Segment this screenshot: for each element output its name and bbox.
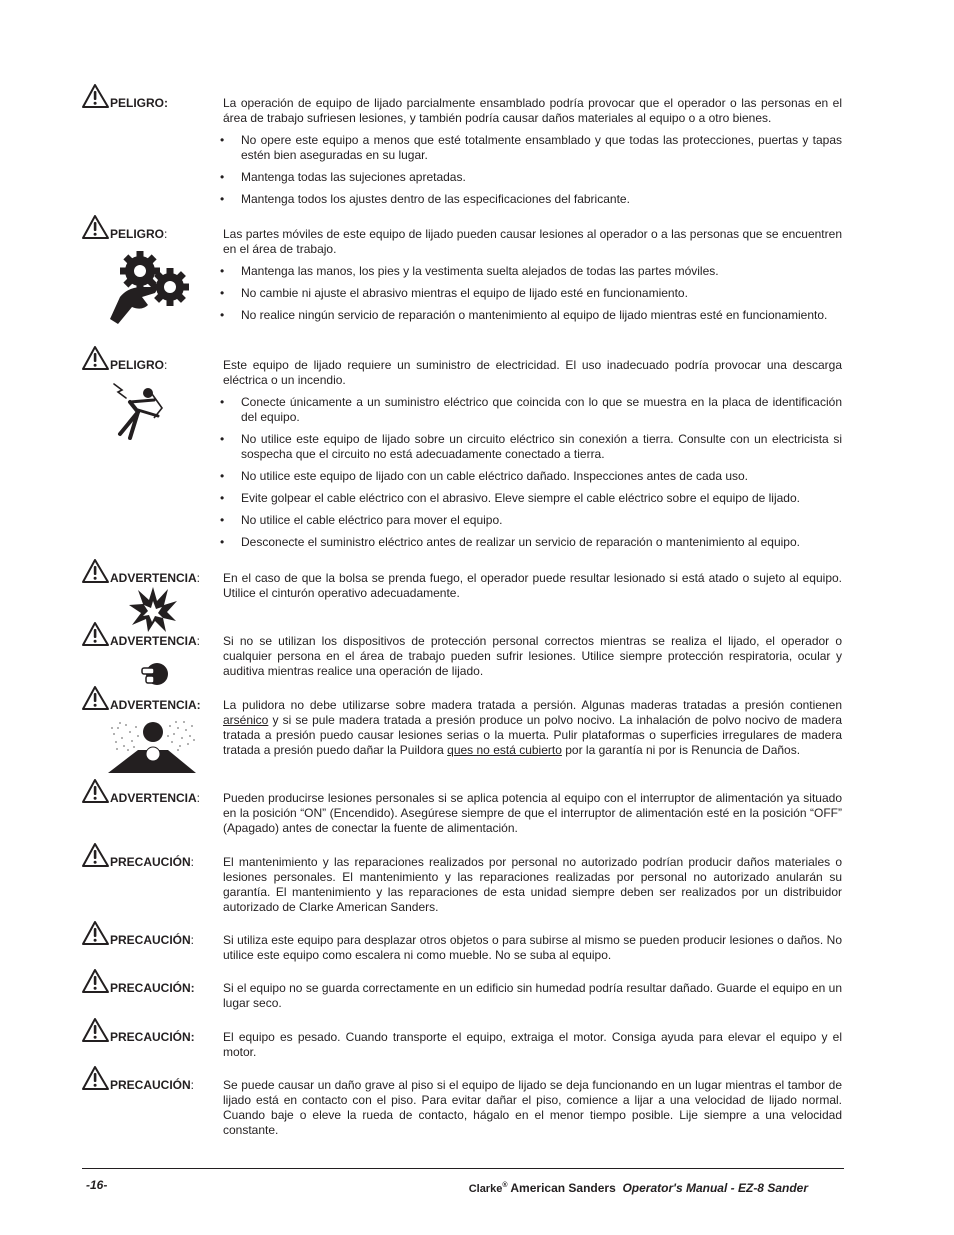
hazard-label-text: PRECAUCIÓN:: [110, 981, 195, 995]
hazard-label-text: PELIGRO:: [110, 96, 169, 110]
underlined-term: ques no está cubierto: [447, 743, 562, 757]
section-body: [223, 571, 842, 601]
section-text: En el caso de que la bolsa se prenda fuego, el operador puede resultar lesionado si está atado o sujeto al equipo. Utilice el cinturón operativo adecuadamente.: [223, 571, 842, 600]
list-item: • No opere este equipo a menos que esté totalmente ensamblado y que todas las protecciones, puertas y tapas estén bien aseguradas en su lugar.: [223, 133, 842, 163]
section-body: [223, 1078, 842, 1138]
hazard-label-text: ADVERTENCIA: [110, 634, 197, 648]
hazard-label-text: ADVERTENCIA:: [110, 698, 201, 712]
section-text: La operación de equipo de lijado parcialmente ensamblado podría provocar que el operador o las personas en el área de trabajo sufriesen lesiones, y también podría causar daños materiales al equipo o a otro bienes.: [223, 96, 842, 125]
list-item: • Evite golpear el cable eléctrico con el abrasivo. Eleve siempre el cable eléctrico sobre el equipo de lijado.: [223, 491, 842, 506]
company-name: American Sanders: [507, 1181, 623, 1195]
warning-triangle-icon: [82, 842, 110, 868]
label-colon: :: [196, 571, 201, 585]
section-text: Si utiliza este equipo para desplazar otros objetos o para subirse al mismo se pueden producir lesiones o daños. No utilice este equipo como escalera ni como mueble. No se suba al equipo.: [223, 933, 842, 962]
warning-triangle-icon: [82, 558, 110, 584]
list-item: • Conecte únicamente a un suministro eléctrico que coincida con lo que se muestra en la placa de identificación del equipo.: [223, 395, 842, 425]
electric-shock-icon: [108, 380, 166, 440]
brand-name: Clarke: [468, 1183, 503, 1195]
hazard-label-text: PRECAUCIÓN:: [110, 1030, 195, 1044]
hazard-label-text: PRECAUCIÓN: [110, 855, 191, 869]
section-body: [223, 791, 842, 836]
list-item: • Mantenga las manos, los pies y la vestimenta suelta alejados de todas las partes móviles.: [223, 264, 842, 279]
warning-triangle-icon: [82, 83, 110, 109]
section-body: [223, 698, 842, 758]
section-body: [223, 1030, 842, 1060]
section-body: [223, 933, 842, 963]
hazard-label-text: PRECAUCIÓN: [110, 933, 191, 947]
footer-divider: [82, 1168, 844, 1169]
section-body: [223, 96, 842, 214]
section-text: Si el equipo no se guarda correctamente en un edificio sin humedad podría resultar dañado. Guarde el equipo en un lugar seco.: [223, 981, 842, 1010]
list-item: • No utilice este equipo de lijado sobre un circuito eléctrico sin conexión a tierra. Consulte con un electricista si sospecha que el circuito no está adecuadamente conectado a tierra.: [223, 432, 842, 462]
list-item: • No cambie ni ajuste el abrasivo mientras el equipo de lijado esté en funcionamiento.: [223, 286, 842, 301]
hazard-label-text: ADVERTENCIA: [110, 791, 197, 805]
registered-mark: ®: [502, 1182, 508, 1189]
section-text: Este equipo de lijado requiere un suministro de electricidad. El uso inadecuado podría provocar una descarga eléctrica o un incendio.: [223, 358, 842, 387]
warning-triangle-icon: [82, 345, 110, 371]
section-text: El mantenimiento y las reparaciones realizados por personal no autorizado podrían producir daños materiales o lesiones personales. El mantenimiento y las reparaciones realizadas por personal no autorizado anularán su garantía. El mantenimiento y las reparaciones de esta unidad siempre deben ser realizados por un distribuidor autorizado de Clarke American Sanders.: [223, 855, 842, 914]
label-colon: :: [164, 227, 168, 241]
section-text: La pulidora no debe utilizarse sobre madera tratada a persión. Algunas maderas tratadas a presión contienen arsénico y si se pule madera tratada a presión produce un polvo nocivo. La inhalación de polvo nocivo de madera tratada a presión puedo causar lesiones serias o la muerta. Pulir plataformas o superficies irregulares de madera tratada a presión puedo dañar la Puildora ques no está cubierto por la garantía ni por is Renuncia de Daños.: [223, 698, 842, 757]
section-body: [223, 227, 842, 330]
section-text: Si no se utilizan los dispositivos de protección personal correctos mientras se realiza el lijado, el operador o cualquier persona en el área de trabajo pueden sufrir lesiones. Utilice siempre protección respiratoria, ocular y auditiva mientras realice una operación de lijado.: [223, 634, 842, 678]
manual-title: Operator's Manual - EZ-8 Sander: [622, 1181, 808, 1195]
section-body: [223, 358, 842, 557]
label-colon: :: [196, 791, 201, 805]
toxic-dust-inhalation-icon: [108, 716, 196, 774]
section-text: El equipo es pesado. Cuando transporte el equipo, extraiga el motor. Consiga ayuda para elevar el equipo y el motor.: [223, 1030, 842, 1059]
section-text: Pueden producirse lesiones personales si se aplica potencia al equipo con el interruptor de alimentación ya situado en la posición “ON” (Encendido). Asegúrese siempre de que el interruptor de alimentación esté en la posición “OFF” (Apagado) antes de conectar la fuente de alimentación.: [223, 791, 842, 835]
label-colon: :: [190, 855, 195, 869]
warning-triangle-icon: [82, 1065, 110, 1091]
warning-triangle-icon: [82, 968, 110, 994]
explosion-icon: [128, 585, 178, 633]
label-colon: :: [190, 1078, 195, 1092]
list-item: • Mantenga todos los ajustes dentro de las especificaciones del fabricante.: [223, 192, 842, 207]
label-colon: :: [164, 358, 168, 372]
hazard-label-text: PELIGRO: [110, 358, 165, 372]
list-item: • Mantenga todas las sujeciones apretadas.: [223, 170, 842, 185]
list-item: • No utilice el cable eléctrico para mover el equipo.: [223, 513, 842, 528]
hand-entanglement-gears-icon: [108, 247, 190, 325]
label-colon: :: [190, 933, 195, 947]
footer-title: [469, 1178, 808, 1197]
section-text: Se puede causar un daño grave al piso si el equipo de lijado se deja funcionando en un lugar mientras el tambor de lijado está en contacto con el piso. Para evitar dañar el piso, comience a lijar a una velocidad de lijado normal. Cuando baje o eleve la rueda de contacto, hágalo en el menor tiempo posible. Lije siempre a una velocidad constante.: [223, 1078, 842, 1137]
hazard-label-text: PELIGRO: [110, 227, 165, 241]
section-body: [223, 634, 842, 679]
label-colon: :: [196, 634, 201, 648]
bullet-list: [223, 395, 842, 550]
warning-triangle-icon: [82, 1017, 110, 1043]
warning-triangle-icon: [82, 214, 110, 240]
underlined-term: arsénico: [223, 713, 269, 727]
bullet-list: [223, 133, 842, 207]
list-item: • No realice ningún servicio de reparación o mantenimiento al equipo de lijado mientras esté en funcionamiento.: [223, 308, 842, 323]
hazard-label-text: PRECAUCIÓN: [110, 1078, 191, 1092]
section-text: Las partes móviles de este equipo de lijado pueden causar lesiones al operador o a las personas que se encuentren en el área de trabajo.: [223, 227, 842, 256]
section-body: [223, 981, 842, 1011]
warning-triangle-icon: [82, 920, 110, 946]
hazard-label-text: ADVERTENCIA: [110, 571, 197, 585]
list-item: • No utilice este equipo de lijado con un cable eléctrico dañado. Inspecciones antes de cada uso.: [223, 469, 842, 484]
page-number: -16-: [86, 1178, 108, 1192]
section-body: [223, 855, 842, 915]
protective-equipment-icon: [140, 661, 168, 687]
warning-triangle-icon: [82, 778, 110, 804]
warning-triangle-icon: [82, 621, 110, 647]
bullet-list: [223, 264, 842, 323]
warning-triangle-icon: [82, 685, 110, 711]
list-item: • Desconecte el suministro eléctrico antes de realizar un servicio de reparación o mantenimiento al equipo.: [223, 535, 842, 550]
